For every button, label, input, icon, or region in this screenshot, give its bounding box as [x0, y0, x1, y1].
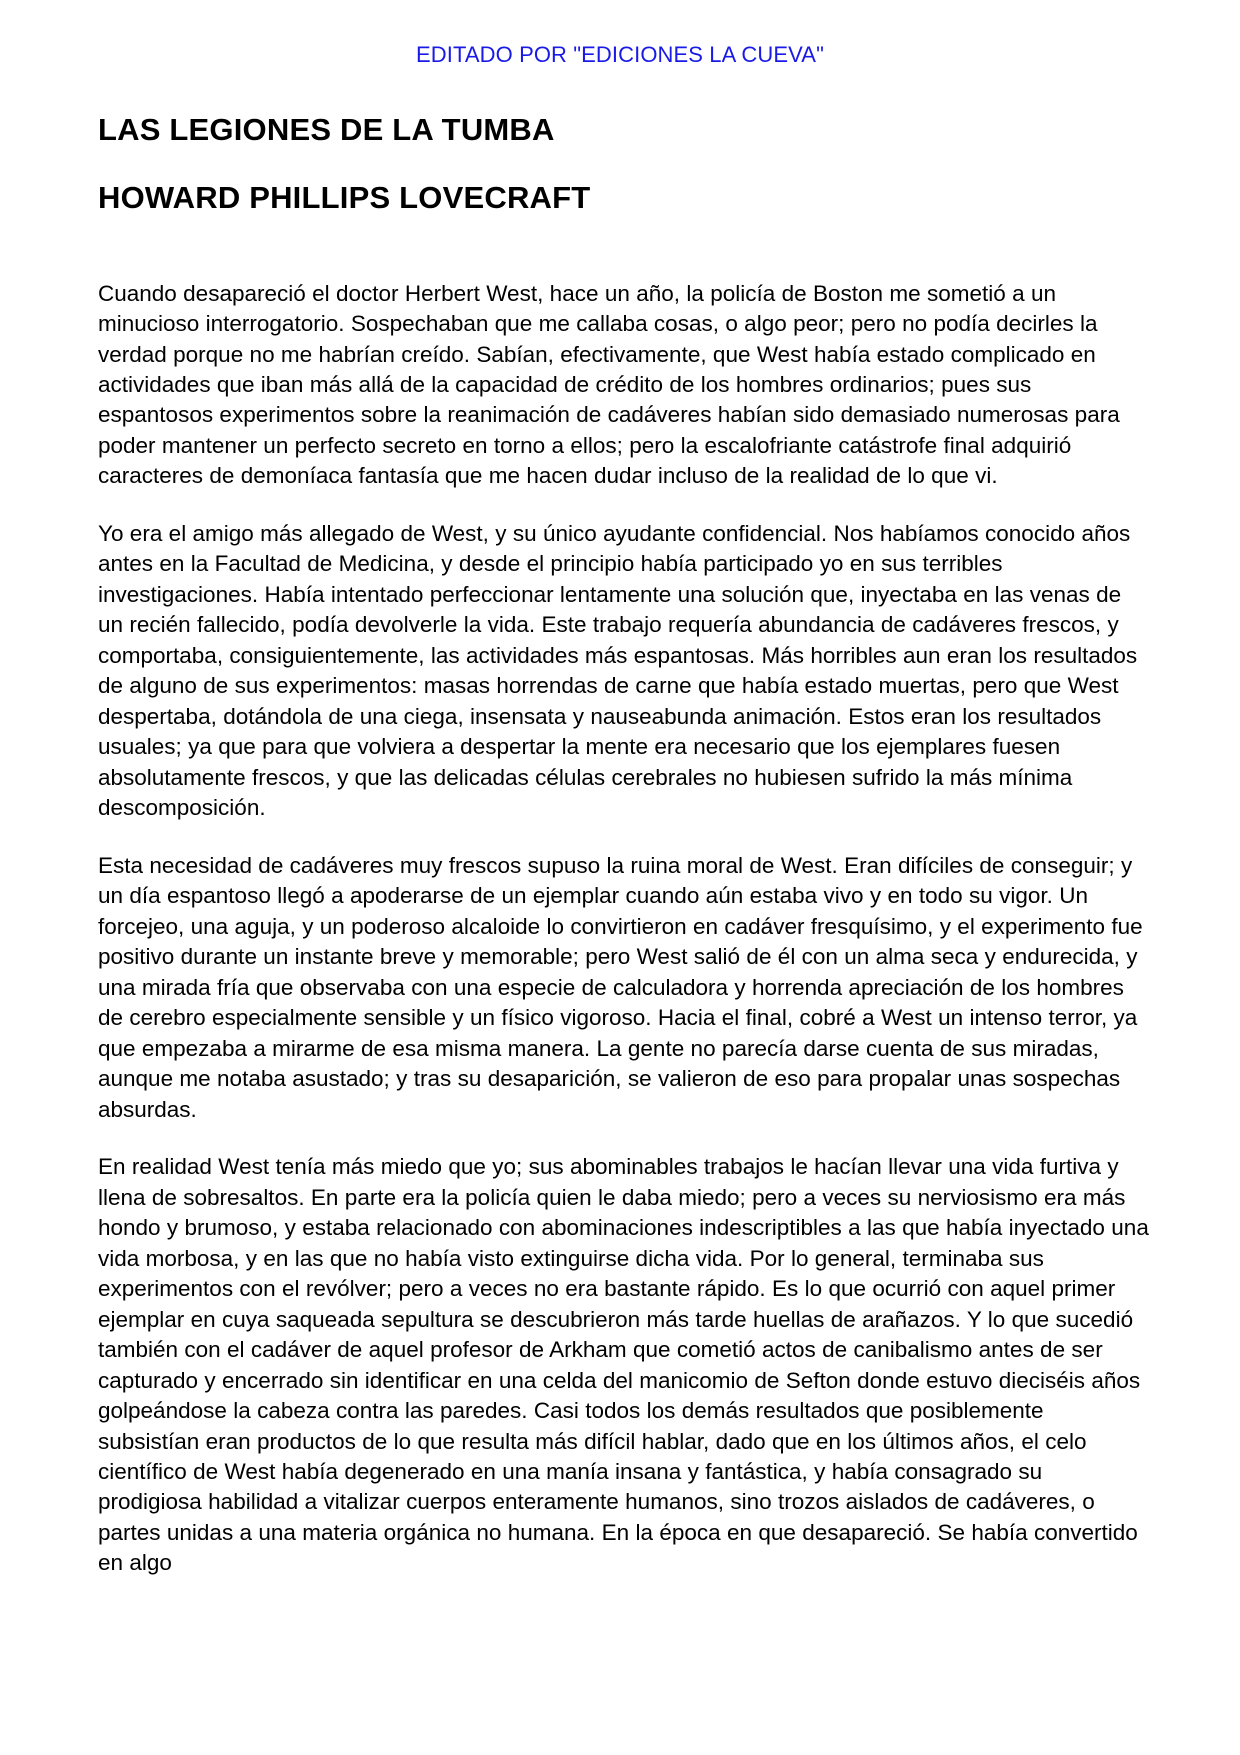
- editor-credit-line: EDITADO POR "EDICIONES LA CUEVA": [416, 42, 824, 67]
- page-title: LAS LEGIONES DE LA TUMBA: [98, 112, 555, 148]
- paragraph: Cuando desapareció el doctor Herbert West, hace un año, la policía de Boston me sometió a un minucioso interrogatorio. Sospechaban que me callaba cosas, o algo peor; pero no podía decirles la verdad porque no me habrían creído. Sabían, efectivamente, que West había estado complicado en actividades que iban más allá de la capacidad de crédito de los hombres ordinarios; pues sus espantosos experimentos sobre la reanimación de cadáveres habían sido demasiado numerosas para poder mantener un perfecto secreto en torno a ellos; pero la escalofriante catástrofe final adquirió caracteres de demoníaca fantasía que me hacen dudar incluso de la realidad de lo que vi.: [98, 280, 1120, 489]
- paragraph: Yo era el amigo más allegado de West, y su único ayudante confidencial. Nos habíamos conocido años antes en la Facultad de Medicina, y desde el principio había participado yo en sus terribles investigaciones. Había intentado perfeccionar lentamente una solución que, inyectaba en las venas de un recién fallecido, podía devolverle la vida. Este trabajo requería abundancia de cadáveres frescos, y comportaba, consiguientemente, las actividades más espantosas. Más horribles aun eran los resultados de alguno de sus experimentos: masas horrendas de carne que había estado muertas, pero que West despertaba, dotándola de una ciega, insensata y nauseabunda animación. Estos eran los resultados usuales; ya que para que volviera a despertar la mente era necesario que los ejemplares fuesen absolutamente frescos, y que las delicadas células cerebrales no hubiesen sufrido la más mínima descomposición.: [98, 520, 1138, 821]
- paragraph: En realidad West tenía más miedo que yo; sus abominables trabajos le hacían llevar una vida furtiva y llena de sobresaltos. En parte era la policía quien le daba miedo; pero a veces su nerviosismo era más hondo y brumoso, y estaba relacionado con abominaciones indescriptibles a las que había inyectado una vida morbosa, y en las que no había visto extinguirse dicha vida. Por lo general, terminaba sus experimentos con el revólver; pero a veces no era bastante rápido. Es lo que ocurrió con aquel primer ejemplar en cuya saqueada sepultura se descubrieron más tarde huellas de arañazos. Y lo que sucedió también con el cadáver de aquel profesor de Arkham que cometió actos de canibalismo antes de ser capturado y encerrado sin identificar en una celda del manicomio de Sefton donde estuvo dieciséis años golpeándose la cabeza contra las paredes. Casi todos los demás resultados que posiblemente subsistían eran productos de lo que resulta más difícil hablar, dado que en los últimos años, el celo científico de West había degenerado en una manía insana y fantástica, y había consagrado su prodigiosa habilidad a vitalizar cuerpos enteramente humanos, sino trozos aislados de cadáveres, o partes unidas a una materia orgánica no humana. En la época en que desapareció. Se había convertido en algo: [98, 1154, 1149, 1576]
- body-text: [98, 217, 1150, 1579]
- paragraph: Esta necesidad de cadáveres muy frescos supuso la ruina moral de West. Eran difíciles de conseguir; y un día espantoso llegó a apoderarse de un ejemplar cuando aún estaba vivo y en todo su vigor. Un forcejeo, una aguja, y un poderoso alcaloide lo convirtieron en cadáver fresquísimo, y el experimento fue positivo durante un instante breve y memorable; pero West salió de él con un alma seca y endurecida, y una mirada fría que observaba con una especie de calculadora y horrenda apreciación de los hombres de cerebro especialmente sensible y un físico vigoroso. Hacia el final, cobré a West un intenso terror, ya que empezaba a mirarme de esa misma manera. La gente no parecía darse cuenta de sus miradas, aunque me notaba asustado; y tras su desaparición, se valieron de eso para propalar unas sospechas absurdas.: [98, 852, 1143, 1122]
- document-content: [90, 68, 1150, 1579]
- author-heading: HOWARD PHILLIPS LOVECRAFT: [98, 179, 591, 215]
